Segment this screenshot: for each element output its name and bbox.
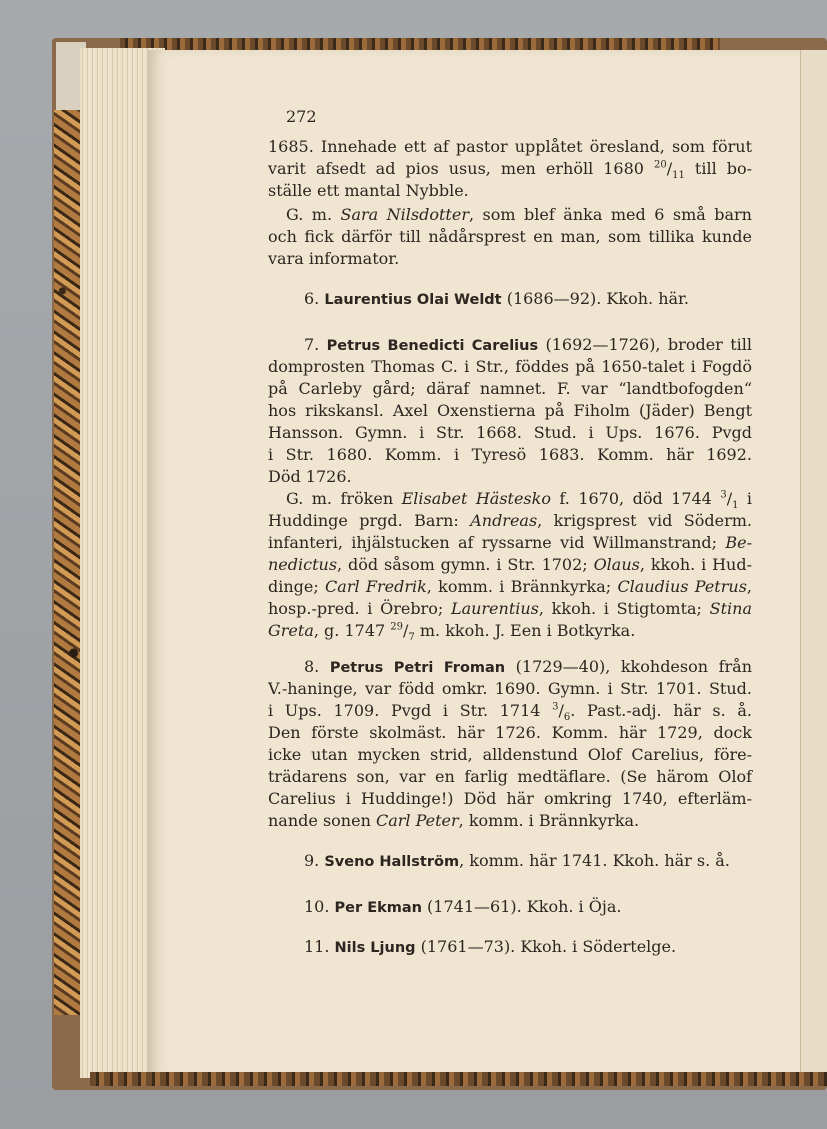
text-line: dinge; Carl Fredrik, komm. i Brännkyrka; Claudius Petrus, <box>268 577 752 596</box>
text-line: domprosten Thomas C. i Str., föddes på 1650-talet i Fogdö <box>268 357 752 376</box>
text-line: varit afsedt ad pios usus, men erhöll 1680 $^{20}/_{11}$ till bo- <box>268 159 753 182</box>
text-line: hos rikskansl. Axel Oxenstierna på Fiholm (Jäder) Bengt <box>268 401 752 420</box>
text-line: på Carleby gård; däraf namnet. F. var “landtbofogden“ <box>268 379 752 398</box>
text-line: ställe ett mantal Nybble. <box>268 181 469 200</box>
bottom-edge <box>90 1072 827 1086</box>
entry-6: 6. Laurentius Olai Weldt (1686—92). Kkoh. här. <box>304 289 690 308</box>
page-number: 272 <box>286 107 317 126</box>
text-line: Greta, g. 1747 $^{29}/_7$ m. kkoh. J. Een i Botkyrka. <box>268 621 636 644</box>
entry-8: 8. Petrus Petri Froman (1729—40), kkohdeson från <box>304 657 753 676</box>
text-line: nedictus, död såsom gymn. i Str. 1702; Olaus, kkoh. i Hud- <box>268 555 752 574</box>
text-line: G. m. Sara Nilsdotter, som blef änka med 6 små barn <box>286 205 752 224</box>
text-line: och fick därför till nådårsprest en man, som tillika kunde <box>268 227 752 246</box>
text-line: Den förste skolmäst. här 1726. Komm. här 1729, dock <box>268 723 752 742</box>
text-line: Död 1726. <box>268 467 352 486</box>
entry-10: 10. Per Ekman (1741—61). Kkoh. i Öja. <box>304 897 622 916</box>
text-line: i Ups. 1709. Pvgd i Str. 1714 $^3/_6$. Past.-adj. här s. å. <box>268 701 753 724</box>
text-line: icke utan mycken strid, alldenstund Olof Carelius, före- <box>268 745 752 764</box>
text-line: 1685. Innehade ett af pastor upplåtet öresland, som förut <box>268 137 752 156</box>
text-line: nande sonen Carl Peter, komm. i Brännkyrka. <box>268 811 640 830</box>
text-line: infanteri, ihjälstucken af ryssarne vid Willmanstrand; Be- <box>268 533 752 552</box>
top-edge <box>120 38 720 50</box>
text-line: Hansson. Gymn. i Str. 1668. Stud. i Ups. 1676. Pvgd <box>268 423 752 442</box>
text-line: hosp.-pred. i Örebro; Laurentius, kkoh. i Stigtomta; Stina <box>268 599 753 618</box>
text-line: Carelius i Huddinge!) Död här omkring 1740, efterläm- <box>268 789 752 808</box>
text-line: trädarens son, var en farlig medtäflare. (Se härom Olof <box>268 767 752 786</box>
text-line: V.-haninge, var född omkr. 1690. Gymn. i Str. 1701. Stud. <box>268 679 752 698</box>
entry-9: 9. Sveno Hallström, komm. här 1741. Kkoh. här s. å. <box>304 851 730 870</box>
entry-11: 11. Nils Ljung (1761—73). Kkoh. i Södertelge. <box>304 937 677 956</box>
facing-page-edge <box>800 50 827 1080</box>
text-line: Huddinge prgd. Barn: Andreas, krigsprest vid Söderm. <box>268 511 752 530</box>
marbled-spine <box>54 110 82 1015</box>
text-line: vara informator. <box>268 249 400 268</box>
text-line: G. m. fröken Elisabet Hästesko f. 1670, död 1744 $^3/_1$ i <box>286 489 753 512</box>
text-line: i Str. 1680. Komm. i Tyresö 1683. Komm. här 1692. <box>268 445 752 464</box>
entry-7: 7. Petrus Benedicti Carelius (1692—1726), broder till <box>304 335 752 354</box>
